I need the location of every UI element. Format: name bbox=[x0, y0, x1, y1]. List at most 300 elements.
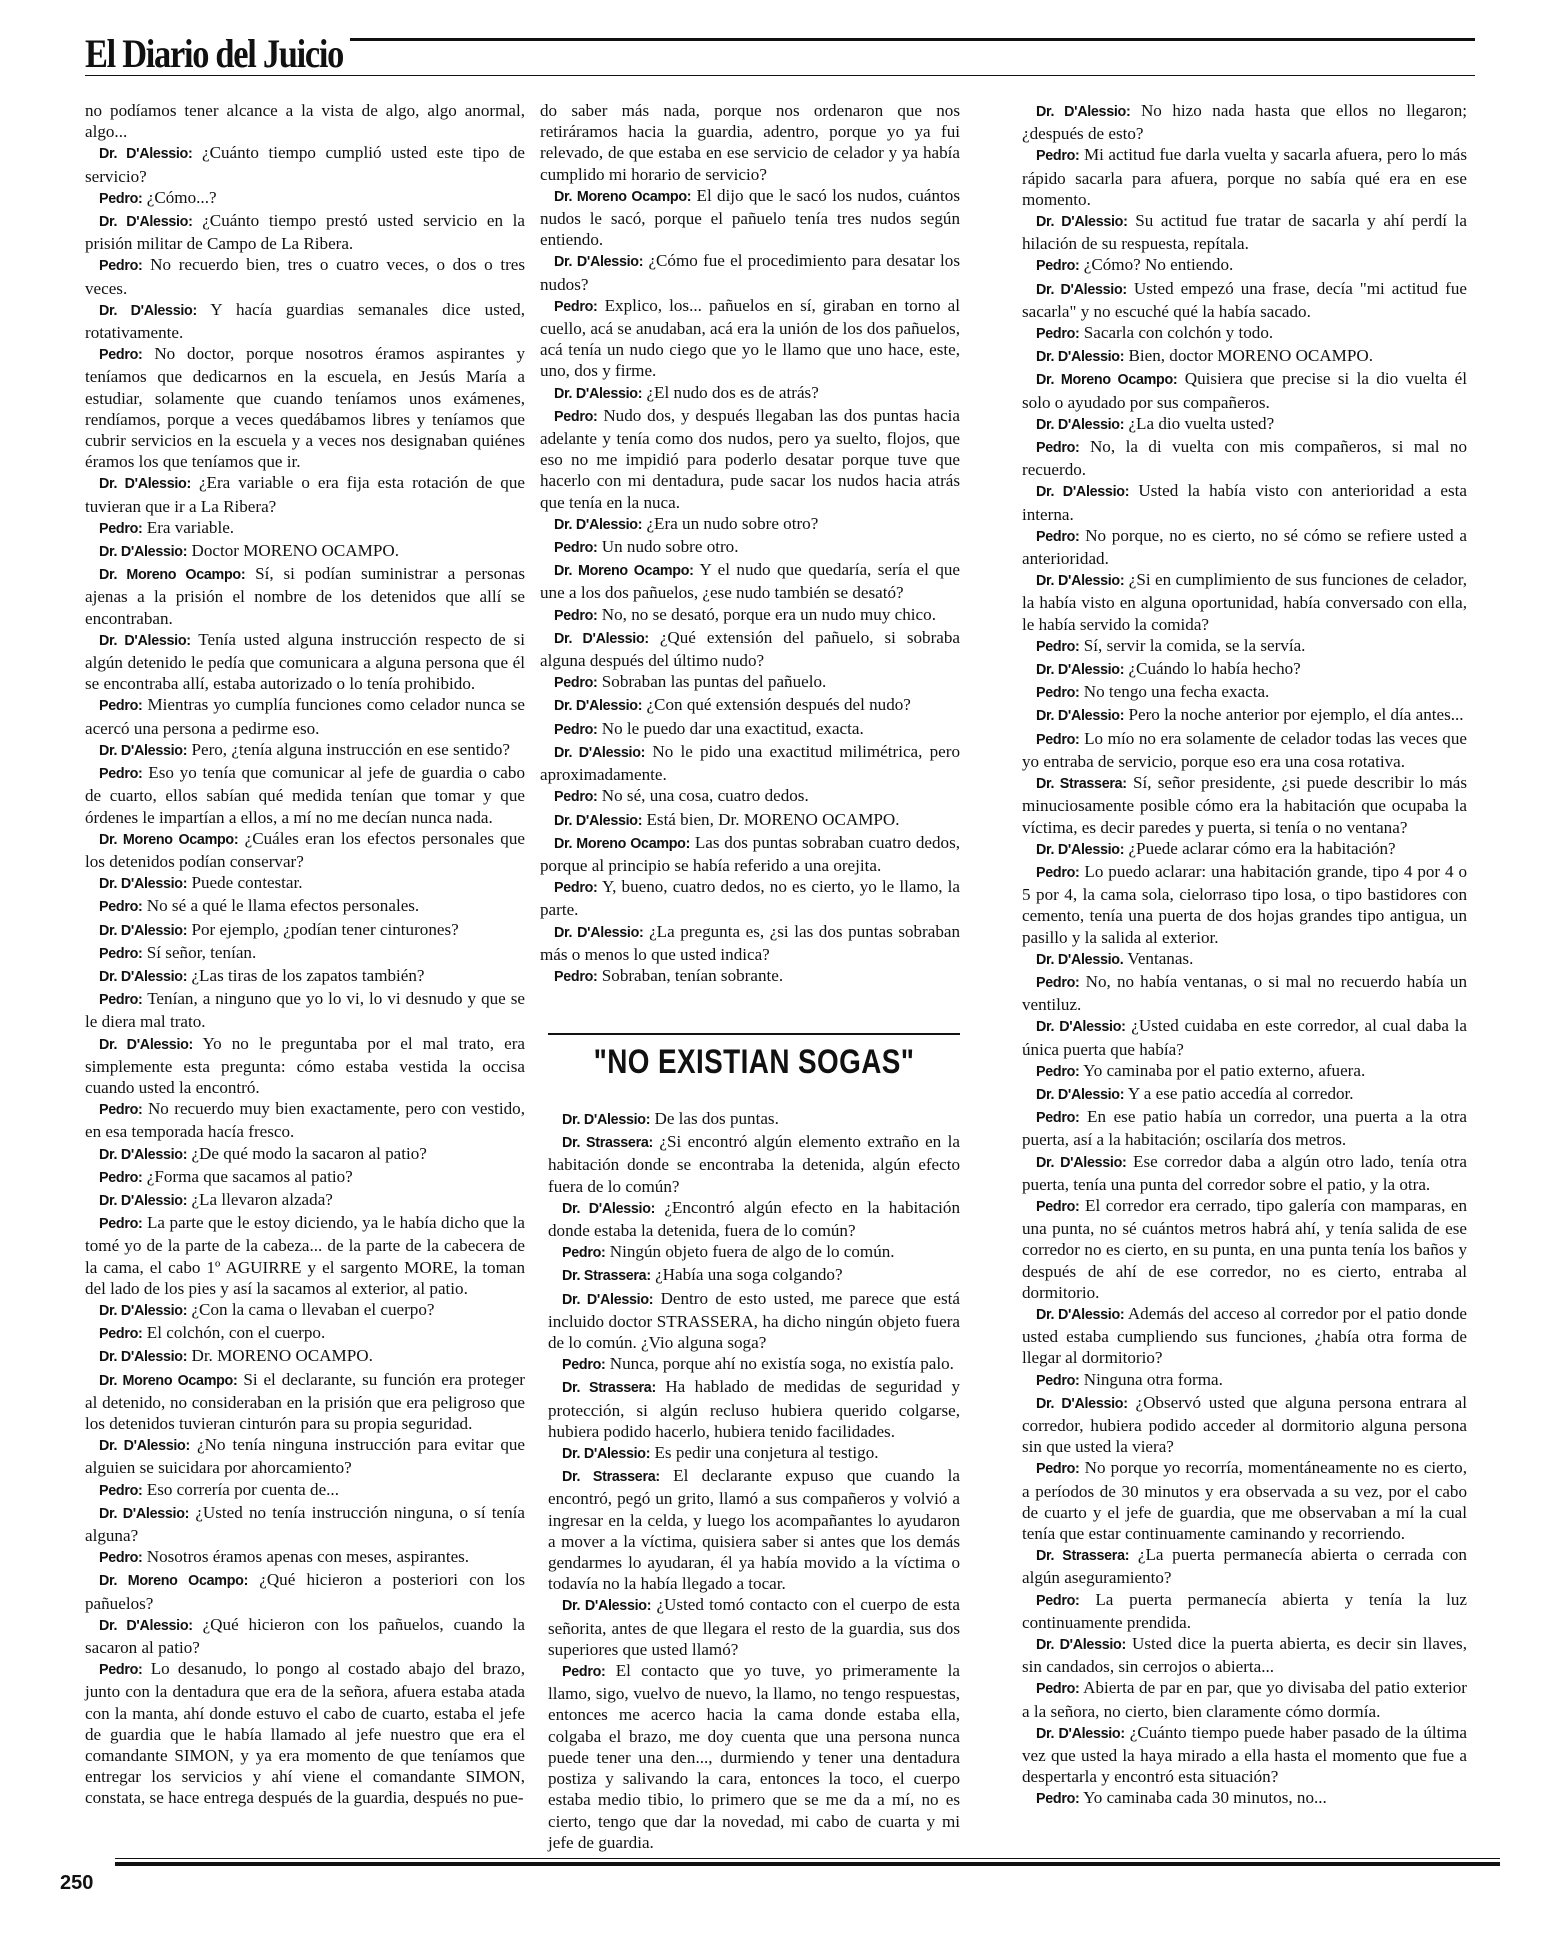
transcript-paragraph bbox=[85, 1546, 525, 1569]
transcript-paragraph bbox=[85, 343, 525, 472]
speech-text: ¿Con la cama o llevaban el cuerpo? bbox=[191, 1299, 435, 1319]
speech-text: ¿Si encontró algún elemento extraño en la habitación donde se encontraba la detenida, algún efecto fuera de lo común? bbox=[548, 1132, 960, 1196]
masthead-top-rule bbox=[350, 38, 1475, 41]
speaker-label: Dr. D'Alessio: bbox=[1036, 708, 1125, 725]
transcript-paragraph bbox=[85, 540, 525, 563]
speaker-label: Dr. D'Alessio. bbox=[1036, 951, 1124, 968]
speech-text: Yo caminaba cada 30 minutos, no... bbox=[1083, 1788, 1327, 1808]
speech-text: Ha hablado de medidas de seguridad y protección, si algún recluso hubiera querido colgarse, hubiera podido hacerlo, hubiera tenido facilidades. bbox=[548, 1377, 960, 1441]
transcript-paragraph bbox=[1022, 278, 1467, 322]
speech-text: Usted la había visto con anterioridad a esta interna. bbox=[1022, 481, 1467, 524]
speech-text: ¿Usted no tenía instrucción ninguna, o sí tenía alguna? bbox=[85, 1502, 525, 1545]
speech-text: No doctor, porque nosotros éramos aspirantes y teníamos que dedicarnos en la escuela, en Jesús María a estudiar, solamente que cuando teníamos unos exámenes, rendíamos, porque a veces quedábamos libres y teníamos que cubrir servicios en la escuela y a veces nos designaban quiénes éramos los que teníamos que ir. bbox=[85, 344, 526, 472]
section-headline: "NO EXISTIAN SOGAS" bbox=[593, 1043, 915, 1081]
transcript-paragraph bbox=[540, 965, 960, 988]
speaker-label: Pedro: bbox=[1036, 440, 1080, 457]
transcript-paragraph bbox=[1022, 413, 1467, 436]
transcript-paragraph bbox=[1022, 861, 1467, 948]
transcript-paragraph bbox=[1022, 658, 1467, 681]
speaker-label: Pedro: bbox=[99, 520, 143, 537]
speaker-label: Pedro: bbox=[1036, 1198, 1080, 1215]
speech-text: Bien, doctor MORENO OCAMPO. bbox=[1128, 346, 1374, 366]
speaker-label: Dr. D'Alessio: bbox=[562, 1446, 651, 1463]
speaker-label: Pedro: bbox=[1036, 528, 1080, 545]
footer-thin-rule bbox=[115, 1858, 1500, 1859]
speaker-label: Dr. D'Alessio: bbox=[554, 516, 643, 533]
transcript-paragraph bbox=[85, 187, 525, 210]
speaker-label: Dr. D'Alessio: bbox=[1036, 416, 1125, 433]
transcript-paragraph bbox=[1022, 480, 1467, 524]
transcript-paragraph bbox=[85, 694, 525, 738]
speech-text: ¿Las tiras de los zapatos también? bbox=[191, 965, 425, 985]
transcript-paragraph bbox=[540, 382, 960, 405]
transcript-paragraph bbox=[1022, 1722, 1467, 1788]
speaker-label: Pedro: bbox=[554, 607, 598, 624]
transcript-paragraph bbox=[85, 254, 525, 298]
transcript-paragraph bbox=[85, 828, 525, 872]
speaker-label: Dr. D'Alessio: bbox=[562, 1291, 654, 1308]
speaker-label: Dr. Moreno Ocampo: bbox=[554, 188, 692, 205]
speaker-label: Dr. D'Alessio: bbox=[99, 1146, 188, 1163]
speech-text: ¿Qué extensión del pañuelo, si sobraba alguna después del último nudo? bbox=[540, 627, 960, 671]
speaker-label: Pedro: bbox=[99, 258, 143, 275]
transcript-paragraph bbox=[85, 1502, 525, 1546]
speaker-label: Dr. Moreno Ocampo: bbox=[99, 831, 239, 848]
transcript-paragraph bbox=[1022, 948, 1467, 971]
column-3 bbox=[1022, 100, 1467, 1811]
masthead-title: El Diario del Juicio bbox=[85, 31, 343, 76]
speech-text: ¿La puerta permanecía abierta o cerrada con algún aseguramiento? bbox=[1022, 1545, 1467, 1588]
speech-text: ¿Encontró algún efecto en la habitación donde estaba la detenida, fuera de lo común? bbox=[548, 1197, 961, 1241]
speech-text: Yo no le preguntaba por el mal trato, era simplemente esta pregunta: cómo estaba vestida la occisa cuando usted la encontró. bbox=[85, 1033, 526, 1097]
speech-text: Sacarla con colchón y todo. bbox=[1083, 323, 1274, 343]
speech-text: Abierta de par en par, que yo divisaba del patio exterior a la señora, no cierto, bien claramente cómo dormía. bbox=[1022, 1678, 1467, 1721]
speech-text: El contacto que yo tuve, yo primeramente la llamo, sigo, vuelvo de nuevo, la llamo, no tengo respuestas, entonces me acerco hacia la cama donde estaba ella, colgaba el brazo, me doy cuenta que una persona nunca puede tener una den..., durmiendo y tener una dentadura postiza y salivando la cara, entonces la toco, el cuerpo estaba medio tibio, lo primero que se me da a mí, no es cierto, tengo que dar la novedad, mi cabo de cuarta y mi jefe de guardia. bbox=[548, 1661, 960, 1852]
speaker-label: Pedro: bbox=[1036, 731, 1080, 748]
speech-text: Nunca, porque ahí no existía soga, no existía palo. bbox=[609, 1354, 954, 1374]
speech-text: Yo caminaba por el patio externo, afuera. bbox=[1083, 1060, 1366, 1080]
speaker-label: Pedro: bbox=[99, 1169, 143, 1186]
speech-text: do saber más nada, porque nos ordenaron que nos retiráramos hacia la guardia, adentro, porque yo ya fui relevado, de que estaba en ese servicio de celador y ya había cumplido mi horario de servicio? bbox=[540, 101, 960, 184]
speaker-label: Pedro: bbox=[1036, 148, 1080, 165]
speaker-label: Dr. D'Alessio: bbox=[99, 968, 188, 985]
transcript-paragraph bbox=[540, 718, 960, 741]
speaker-label: Pedro: bbox=[1036, 1461, 1080, 1478]
speech-text: Es pedir una conjetura al testigo. bbox=[654, 1443, 879, 1463]
speech-text: Y hacía guardias semanales dice usted, rotativamente. bbox=[85, 299, 525, 343]
speech-text: Eso correría por cuenta de... bbox=[146, 1479, 339, 1499]
transcript-paragraph bbox=[540, 536, 960, 559]
speech-text: ¿Forma que sacamos al patio? bbox=[146, 1166, 353, 1186]
speaker-label: Dr. D'Alessio: bbox=[99, 1302, 188, 1319]
speech-text: Sí señor, tenían. bbox=[146, 942, 257, 962]
speaker-label: Dr. D'Alessio: bbox=[1036, 214, 1128, 231]
speech-text: Ningún objeto fuera de algo de lo común. bbox=[609, 1242, 895, 1262]
speaker-label: Pedro: bbox=[562, 1357, 606, 1374]
speech-text: Eso yo tenía que comunicar al jefe de guardia o cabo de cuarto, ellos sabían qué medida tenían que tomar y que órdenes le impartían a ellos, a mí no me decían nunca nada. bbox=[85, 763, 525, 827]
speech-text: Quisiera que precise si la dio vuelta él solo o ayudado por sus compañeros. bbox=[1022, 369, 1467, 412]
speaker-label: Dr. D'Alessio: bbox=[1036, 484, 1130, 501]
transcript-paragraph bbox=[85, 1212, 525, 1299]
speech-text: ¿La pregunta es, ¿si las dos puntas sobraban más o menos lo que usted indica? bbox=[540, 921, 961, 964]
transcript-paragraph bbox=[85, 210, 525, 254]
transcript-paragraph bbox=[540, 100, 960, 185]
speaker-label: Dr. D'Alessio: bbox=[99, 1349, 188, 1366]
transcript-paragraph bbox=[85, 1434, 525, 1478]
speaker-label: Pedro: bbox=[1036, 1063, 1080, 1080]
speaker-label: Dr. D'Alessio: bbox=[562, 1598, 652, 1615]
speaker-label: Dr. D'Alessio: bbox=[1036, 1154, 1127, 1171]
speaker-label: Dr. D'Alessio: bbox=[1036, 1395, 1128, 1412]
transcript-paragraph bbox=[1022, 210, 1467, 254]
speech-text: Era variable. bbox=[146, 517, 235, 537]
speaker-label: Dr. D'Alessio: bbox=[1036, 573, 1125, 590]
transcript-paragraph bbox=[548, 1660, 960, 1853]
transcript-paragraph bbox=[540, 694, 960, 717]
transcript-paragraph bbox=[1022, 1060, 1467, 1083]
transcript-paragraph bbox=[1022, 345, 1467, 368]
speech-text: No, la di vuelta con mis compañeros, si mal no recuerdo. bbox=[1022, 437, 1467, 480]
speaker-label: Pedro: bbox=[1036, 974, 1080, 991]
speech-text: El dijo que le sacó los nudos, cuántos nudos le sacó, porque el pañuelo tenía tres nudos según entiendo. bbox=[540, 185, 960, 250]
transcript-paragraph bbox=[85, 988, 525, 1032]
speech-text: ¿Cuánto tiempo puede haber pasado de la última vez que usted la haya mirado a ella hasta el momento que fue a despertarla y encontró esta situación? bbox=[1022, 1722, 1467, 1787]
speaker-label: Dr. D'Alessio: bbox=[562, 1200, 656, 1217]
speaker-label: Pedro: bbox=[1036, 638, 1080, 655]
transcript-paragraph bbox=[1022, 838, 1467, 861]
transcript-paragraph bbox=[540, 559, 960, 603]
transcript-paragraph bbox=[540, 295, 960, 382]
speech-text: ¿Había una soga colgando? bbox=[655, 1265, 843, 1285]
transcript-paragraph bbox=[548, 1465, 960, 1594]
speaker-label: Dr. D'Alessio: bbox=[1036, 1725, 1125, 1742]
transcript-paragraph bbox=[540, 809, 960, 832]
speaker-label: Dr. D'Alessio: bbox=[1036, 841, 1125, 858]
speaker-label: Pedro: bbox=[554, 408, 598, 425]
speaker-label: Dr. Moreno Ocampo: bbox=[554, 563, 694, 580]
transcript-paragraph bbox=[540, 921, 960, 965]
transcript-paragraph bbox=[85, 1479, 525, 1502]
speech-text: ¿Usted cuidaba en este corredor, al cual daba la única puerta que había? bbox=[1022, 1016, 1468, 1059]
speaker-label: Dr. Moreno Ocampo: bbox=[1036, 372, 1178, 389]
speech-text: ¿Con qué extensión después del nudo? bbox=[646, 695, 911, 715]
speaker-label: Pedro: bbox=[1036, 326, 1080, 343]
transcript-paragraph bbox=[85, 1166, 525, 1189]
speaker-label: Dr. D'Alessio: bbox=[1036, 1019, 1126, 1036]
transcript-paragraph bbox=[85, 1658, 525, 1808]
transcript-paragraph bbox=[548, 1288, 960, 1354]
speech-text: Tenían, a ninguno que yo lo vi, lo vi desnudo y que se le diera mal trato. bbox=[85, 989, 526, 1032]
speaker-label: Pedro: bbox=[554, 721, 598, 738]
transcript-paragraph bbox=[85, 563, 525, 629]
speaker-label: Dr. D'Alessio: bbox=[99, 146, 193, 163]
speaker-label: Dr. Moreno Ocampo: bbox=[99, 1372, 238, 1389]
speech-text: Y el nudo que quedaría, sería el que une a los dos pañuelos, ¿ese nudo también se desató? bbox=[540, 560, 961, 603]
transcript-paragraph bbox=[540, 185, 960, 251]
speech-text: ¿Cómo...? bbox=[146, 187, 217, 207]
speaker-label: Dr. Strassera: bbox=[562, 1380, 656, 1397]
speaker-label: Pedro: bbox=[554, 298, 598, 315]
speech-text: ¿Era un nudo sobre otro? bbox=[646, 513, 819, 533]
transcript-paragraph bbox=[548, 1353, 960, 1376]
transcript-paragraph bbox=[1022, 1195, 1467, 1303]
speaker-label: Dr. D'Alessio: bbox=[1036, 1306, 1125, 1323]
speech-text: En ese patio había un corredor, una puerta a la otra puerta, así a la habitación; oscilaría dos metros. bbox=[1022, 1107, 1467, 1150]
transcript-paragraph bbox=[548, 1594, 960, 1660]
speech-text: No, no había ventanas, o si mal no recuerdo había un ventiluz. bbox=[1022, 971, 1467, 1015]
speech-text: El colchón, con el cuerpo. bbox=[146, 1323, 326, 1343]
speech-text: ¿El nudo dos es de atrás? bbox=[646, 382, 819, 402]
transcript-paragraph bbox=[540, 604, 960, 627]
transcript-paragraph bbox=[540, 832, 960, 876]
speech-text: ¿Observó usted que alguna persona entrara al corredor, hubiera podido acceder al dormitorio alguna persona sin que usted la viera? bbox=[1022, 1392, 1467, 1457]
transcript-paragraph bbox=[1022, 971, 1467, 1015]
transcript-paragraph bbox=[540, 513, 960, 536]
transcript-paragraph bbox=[85, 100, 525, 142]
speaker-label: Pedro: bbox=[1036, 1791, 1080, 1808]
transcript-paragraph bbox=[85, 1189, 525, 1212]
speaker-label: Dr. D'Alessio: bbox=[99, 544, 188, 561]
masthead bbox=[85, 30, 1475, 78]
speaker-label: Dr. D'Alessio: bbox=[554, 254, 644, 271]
speech-text: Ventanas. bbox=[1127, 948, 1194, 968]
speaker-label: Pedro: bbox=[562, 1664, 606, 1681]
speech-text: No, no se desató, porque era un nudo muy chico. bbox=[601, 604, 936, 624]
transcript-paragraph bbox=[1022, 1015, 1467, 1059]
transcript-paragraph bbox=[540, 785, 960, 808]
speech-text: Usted empezó una frase, decía "mi actitud fue sacarla" y no escuché qué la había sacado. bbox=[1022, 278, 1467, 321]
transcript-paragraph bbox=[1022, 728, 1467, 772]
transcript-paragraph bbox=[85, 1322, 525, 1345]
transcript-paragraph bbox=[85, 1143, 525, 1166]
transcript-paragraph bbox=[85, 1614, 525, 1658]
speaker-label: Dr. Strassera: bbox=[1036, 1548, 1130, 1565]
speech-text: no podíamos tener alcance a la vista de algo, algo anormal, algo... bbox=[85, 101, 525, 142]
speech-text: La puerta permanecía abierta y tenía la luz continuamente prendida. bbox=[1022, 1589, 1468, 1632]
transcript-paragraph bbox=[85, 1299, 525, 1322]
speech-text: ¿Cuánto tiempo cumplió usted este tipo de servicio? bbox=[85, 143, 525, 186]
transcript-paragraph bbox=[85, 142, 525, 186]
speaker-label: Dr. D'Alessio: bbox=[99, 214, 193, 231]
headline-block bbox=[548, 1033, 960, 1088]
speaker-label: Dr. D'Alessio: bbox=[99, 1505, 190, 1522]
speaker-label: Pedro: bbox=[99, 698, 143, 715]
speaker-label: Pedro: bbox=[1036, 1372, 1080, 1389]
transcript-paragraph bbox=[548, 1442, 960, 1465]
speaker-label: Pedro: bbox=[99, 1326, 143, 1343]
speaker-label: Pedro: bbox=[554, 968, 598, 985]
speaker-label: Dr. D'Alessio: bbox=[99, 302, 197, 319]
speech-text: No sé a qué le llama efectos personales. bbox=[146, 896, 420, 916]
transcript-paragraph bbox=[1022, 525, 1467, 569]
speech-text: Nudo dos, y después llegaban las dos puntas hacia adelante y tenía como dos nudos, pero ya suelto, flojos, que eso no me impidió para poderlo desatar porque tuve que hacerlo con mi dentadura, pude sacar los nudos hacia atrás que tenía en la nuca. bbox=[540, 405, 960, 512]
transcript-paragraph bbox=[540, 741, 960, 785]
speech-text: Doctor MORENO OCAMPO. bbox=[191, 541, 399, 561]
speaker-label: Dr. D'Alessio: bbox=[562, 1112, 651, 1128]
speech-text: Por ejemplo, ¿podían tener cinturones? bbox=[191, 919, 459, 939]
speech-text: No le pido una exactitud milimétrica, pero aproximadamente. bbox=[540, 741, 960, 785]
speech-text: No hizo nada hasta que ellos no llegaron; ¿después de esto? bbox=[1022, 101, 1467, 144]
speech-text: ¿Era variable o era fija esta rotación de que tuvieran que ir a La Ribera? bbox=[85, 473, 525, 516]
transcript-paragraph bbox=[1022, 1787, 1467, 1810]
speech-text: Si el declarante, su función era proteger al detenido, no consideraban en la prisión que era peligroso que los detenidos tuvieran cinturón para su propia seguridad. bbox=[85, 1369, 525, 1433]
speech-text: Ese corredor daba a algún otro lado, tenía otra puerta, tenía una punta del corredor sobre el patio, y la otra. bbox=[1022, 1151, 1467, 1194]
speech-text: No porque, no es cierto, no sé cómo se refiere usted a anterioridad. bbox=[1022, 525, 1467, 569]
speaker-label: Dr. Strassera: bbox=[562, 1268, 651, 1285]
speaker-label: Dr. D'Alessio: bbox=[1036, 281, 1127, 298]
headline-rule bbox=[548, 1033, 960, 1035]
transcript-paragraph bbox=[1022, 1633, 1467, 1677]
speech-text: ¿Cuáles eran los efectos personales que los detenidos podían conservar? bbox=[85, 828, 525, 871]
transcript-paragraph bbox=[85, 919, 525, 942]
transcript-paragraph bbox=[540, 405, 960, 513]
speaker-label: Dr. Strassera: bbox=[562, 1469, 660, 1486]
speech-text: El corredor era cerrado, tipo galería con mamparas, en una punta, no sé cuántos metros habrá ahí, y tenía salida de ese corredor no es cierto, en su punta, en una punta tenía los baños y después de ahí de ese corredor, no es cierto, entraba al dormitorio. bbox=[1022, 1195, 1467, 1302]
speech-text: Sobraban, tenían sobrante. bbox=[601, 965, 784, 985]
speaker-label: Dr. Moreno Ocampo: bbox=[99, 1573, 249, 1590]
transcript-paragraph bbox=[1022, 322, 1467, 345]
page-footer bbox=[60, 1858, 1500, 1918]
speaker-label: Dr. Strassera: bbox=[562, 1135, 653, 1152]
speech-text: Mientras yo cumplía funciones como celador nunca se acercó una persona a pedirme eso. bbox=[85, 695, 525, 738]
speaker-label: Pedro: bbox=[554, 880, 598, 897]
speech-text: Sí, si podían suministrar a personas ajenas a la prisión el nombre de los detenidos que allí se encontraban. bbox=[85, 564, 525, 628]
speech-text: Tenía usted alguna instrucción respecto de si algún detenido le pedía que comunicara a alguna persona que él se encontraba allí, estaba autorizado o lo tenía prohibido. bbox=[85, 629, 525, 694]
speech-text: Explico, los... pañuelos en sí, giraban en torno al cuello, acá se anudaban, acá era la unión de los dos pañuelos, acá tenía un nudo ciego que yo le llamo que uno hace, este, uno, dos y firme. bbox=[540, 295, 960, 381]
transcript-paragraph bbox=[85, 1369, 525, 1435]
transcript-paragraph bbox=[1022, 100, 1467, 144]
speech-text: Está bien, Dr. MORENO OCAMPO. bbox=[646, 809, 900, 829]
speech-text: ¿Qué hicieron con los pañuelos, cuando la sacaron al patio? bbox=[85, 1614, 526, 1658]
transcript-paragraph bbox=[1022, 635, 1467, 658]
speaker-label: Pedro: bbox=[1036, 864, 1080, 881]
transcript-paragraph bbox=[85, 517, 525, 540]
speech-text: Sí, señor presidente, ¿si puede describir lo más minuciosamente posible cómo era la habitación que ocupaba la víctima, es decir paredes y puerta, si tenía o no ventana? bbox=[1022, 773, 1467, 837]
speech-text: Ninguna otra forma. bbox=[1083, 1369, 1223, 1389]
speaker-label: Dr. D'Alessio: bbox=[554, 698, 643, 715]
speaker-label: Pedro: bbox=[99, 1216, 143, 1233]
speech-text: No porque yo recorría, momentáneamente no es cierto, a períodos de 30 minutos y era observada a su vez, por el cabo de cuarto y el jefe de guardia, que me observaban a mí la cual tenía que estar continuamente caminando y recorriendo. bbox=[1022, 1458, 1468, 1543]
speech-text: No tengo una fecha exacta. bbox=[1083, 682, 1270, 702]
column-2 bbox=[540, 100, 960, 988]
masthead-bottom-rule bbox=[85, 75, 1475, 76]
speech-text: Sí, servir la comida, se la servía. bbox=[1083, 635, 1306, 655]
speech-text: Un nudo sobre otro. bbox=[601, 537, 739, 557]
transcript-paragraph bbox=[85, 1569, 525, 1613]
transcript-paragraph bbox=[548, 1376, 960, 1442]
speaker-label: Dr. D'Alessio: bbox=[1036, 1086, 1125, 1103]
speaker-label: Dr. D'Alessio: bbox=[554, 744, 646, 761]
speech-text: Además del acceso al corredor por el patio donde usted estaba cumpliendo sus funciones, ¿había otra forma de llegar al dormitorio? bbox=[1022, 1303, 1467, 1368]
speaker-label: Dr. D'Alessio: bbox=[554, 385, 643, 402]
page-number: 250 bbox=[60, 1872, 94, 1894]
speaker-label: Pedro: bbox=[99, 992, 143, 1009]
speaker-label: Pedro: bbox=[99, 1550, 143, 1567]
speaker-label: Pedro: bbox=[99, 945, 143, 962]
transcript-paragraph bbox=[1022, 1369, 1467, 1392]
transcript-paragraph bbox=[1022, 1589, 1467, 1633]
speech-text: ¿La dio vuelta usted? bbox=[1128, 413, 1275, 433]
speech-text: Y a ese patio accedía al corredor. bbox=[1127, 1083, 1354, 1103]
speech-text: No le puedo dar una exactitud, exacta. bbox=[601, 718, 864, 738]
transcript-paragraph bbox=[540, 671, 960, 694]
speaker-label: Dr. D'Alessio: bbox=[99, 632, 191, 649]
speech-text: Lo puedo aclarar: una habitación grande, tipo 4 por 4 o 5 por 4, la cama sola, cielorraso tipo losa, o tipo bastidores con cemento, tenía una puerta de dos hojas grandes tipo antigua, un pasillo y la salida al exterior. bbox=[1022, 861, 1468, 947]
speaker-label: Dr. D'Alessio: bbox=[99, 1192, 188, 1209]
speaker-label: Dr. Strassera: bbox=[1036, 776, 1127, 793]
speaker-label: Pedro: bbox=[99, 190, 143, 207]
speaker-label: Dr. D'Alessio: bbox=[1036, 662, 1125, 679]
speech-text: Usted dice la puerta abierta, es decir sin llaves, sin candados, sin cerrojos o abierta... bbox=[1022, 1634, 1467, 1677]
speaker-label: Pedro: bbox=[1036, 685, 1080, 702]
transcript-paragraph bbox=[85, 895, 525, 918]
speaker-label: Dr. D'Alessio: bbox=[99, 876, 188, 893]
transcript-paragraph bbox=[540, 627, 960, 671]
speaker-label: Dr. D'Alessio: bbox=[554, 924, 644, 941]
speaker-label: Dr. D'Alessio: bbox=[99, 1036, 194, 1053]
speaker-label: Pedro: bbox=[99, 899, 143, 916]
transcript-paragraph bbox=[85, 872, 525, 895]
speech-text: Sobraban las puntas del pañuelo. bbox=[601, 672, 827, 692]
speech-text: Pero la noche anterior por ejemplo, el día antes... bbox=[1128, 705, 1464, 725]
speech-text: La parte que le estoy diciendo, ya le había dicho que la tomé yo de la parte de la cabeza... de la parte de la cabecera de la cama, el cabo 1º AGUIRRE y el sargento MORE, la toman del lado de los pies y así la sacamos al exterior, al patio. bbox=[85, 1213, 525, 1298]
speech-text: No sé, una cosa, cuatro dedos. bbox=[601, 786, 809, 806]
transcript-paragraph bbox=[548, 1108, 960, 1131]
transcript-paragraph bbox=[1022, 1544, 1467, 1588]
speaker-label: Dr. D'Alessio: bbox=[1036, 1637, 1126, 1654]
transcript-paragraph bbox=[1022, 569, 1467, 635]
transcript-paragraph bbox=[1022, 1151, 1467, 1195]
speech-text: ¿Qué hicieron a posteriori con los pañuelos? bbox=[85, 1570, 526, 1613]
speaker-label: Pedro: bbox=[99, 1662, 143, 1679]
transcript-paragraph bbox=[85, 942, 525, 965]
speech-text: No recuerdo muy bien exactamente, pero con vestido, en esa temporada hacía fresco. bbox=[85, 1099, 525, 1142]
transcript-paragraph bbox=[1022, 1303, 1467, 1369]
transcript-paragraph bbox=[540, 250, 960, 294]
speech-text: Mi actitud fue darla vuelta y sacarla afuera, pero lo más rápido sacarla para afuera, porque no sabía qué era en ese momento. bbox=[1022, 145, 1467, 209]
speech-text: Las dos puntas sobraban cuatro dedos, porque al principio se había referido a una orejita. bbox=[540, 832, 961, 875]
speech-text: ¿La llevaron alzada? bbox=[191, 1189, 333, 1209]
speech-text: ¿Usted tomó contacto con el cuerpo de esta señorita, antes de que llegara el resto de la guardia, sus dos superiores que usted llamó? bbox=[548, 1595, 960, 1659]
speaker-label: Pedro: bbox=[554, 789, 598, 806]
speaker-label: Pedro: bbox=[99, 1102, 143, 1119]
speaker-label: Pedro: bbox=[554, 540, 598, 557]
speech-text: ¿De qué modo la sacaron al patio? bbox=[191, 1143, 427, 1163]
transcript-paragraph bbox=[1022, 254, 1467, 277]
transcript-paragraph bbox=[1022, 772, 1467, 838]
transcript-paragraph bbox=[1022, 1677, 1467, 1721]
speech-text: ¿Cuándo lo había hecho? bbox=[1128, 659, 1301, 679]
speaker-label: Pedro: bbox=[562, 1245, 606, 1262]
speech-text: ¿Cómo? No entiendo. bbox=[1083, 255, 1234, 275]
speaker-label: Dr. D'Alessio: bbox=[99, 1617, 193, 1634]
transcript-paragraph bbox=[1022, 1457, 1467, 1544]
speech-text: De las dos puntas. bbox=[654, 1109, 779, 1128]
speaker-label: Dr. D'Alessio: bbox=[99, 922, 188, 939]
footer-thick-rule bbox=[115, 1862, 1500, 1866]
speaker-label: Dr. D'Alessio: bbox=[1036, 349, 1125, 366]
transcript-paragraph bbox=[85, 299, 525, 343]
speech-text: ¿No tenía ninguna instrucción para evitar que alguien se suicidara por ahorcamiento? bbox=[85, 1435, 526, 1478]
speaker-label: Dr. Moreno Ocampo: bbox=[554, 835, 691, 852]
speaker-label: Pedro: bbox=[99, 347, 143, 364]
transcript-paragraph bbox=[1022, 681, 1467, 704]
speaker-label: Dr. D'Alessio: bbox=[554, 630, 649, 647]
transcript-paragraph bbox=[540, 876, 960, 920]
speaker-label: Pedro: bbox=[99, 1482, 143, 1499]
speaker-label: Pedro: bbox=[554, 675, 598, 692]
transcript-paragraph bbox=[548, 1241, 960, 1264]
